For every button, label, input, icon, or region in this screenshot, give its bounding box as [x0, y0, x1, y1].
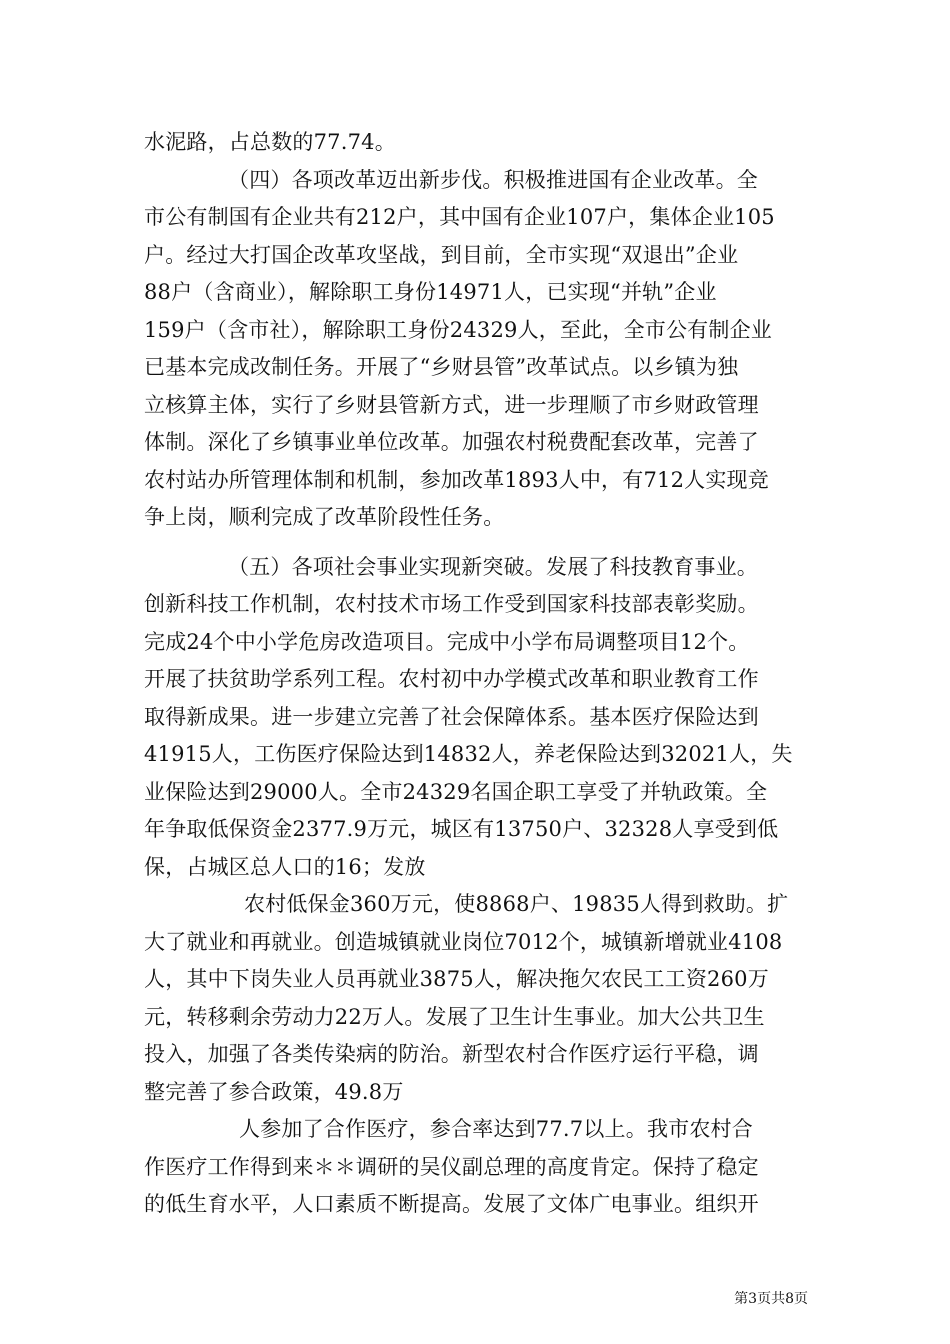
text-line: 取得新成果。进一步建立完善了社会保障体系。基本医疗保险达到: [144, 704, 759, 729]
text-line: 业保险达到29000人。全市24329名国企职工享受了并轨政策。全: [144, 779, 768, 804]
text-line: 争上岗，顺利完成了改革阶段性任务。: [144, 505, 505, 529]
paragraph: [144, 162, 809, 537]
text-line: （四）各项改革迈出新步伐。积极推进国有企业改革。全: [228, 167, 758, 192]
text-line: 作医疗工作得到来＊＊调研的吴仪副总理的高度肯定。保持了稳定: [144, 1154, 759, 1179]
text-line: 户。经过大打国企改革攻坚战，到目前，全市实现“双退出”企业: [144, 242, 739, 267]
paragraph: [144, 549, 809, 887]
text-line: 大了就业和再就业。创造城镇就业岗位7012个，城镇新增就业4108: [144, 929, 783, 954]
text-line: 创新科技工作机制，农村技术市场工作受到国家科技部表彰奖励。: [144, 592, 759, 616]
text-line: 41915人，工伤医疗保险达到14832人，养老保险达到32021人，失: [144, 742, 793, 766]
text-line: 人参加了合作医疗，参合率达到77.7以上。我市农村合: [239, 1117, 753, 1141]
body-text: [144, 124, 809, 1224]
text-line: 整完善了参合政策，49.8万: [144, 1079, 404, 1104]
text-line: 88户（含商业），解除职工身份14971人，已实现“并轨”企业: [144, 280, 717, 304]
text-line: 开展了扶贫助学系列工程。农村初中办学模式改革和职业教育工作: [144, 667, 759, 691]
text-line: 体制。深化了乡镇事业单位改革。加强农村税费配套改革，完善了: [144, 430, 759, 454]
text-line: 已基本完成改制任务。开展了“乡财县管”改革试点。以乡镇为独: [144, 355, 739, 379]
text-line: 立核算主体，实行了乡财县管新方式，进一步理顺了市乡财政管理: [144, 392, 759, 417]
text-line: 水泥路，占总数的77.74。: [144, 130, 396, 154]
text-line: 农村站办所管理体制和机制，参加改革1893人中，有712人实现竞: [144, 467, 769, 492]
paragraph: [144, 886, 809, 1111]
text-line: （五）各项社会事业实现新突破。发展了科技教育事业。: [228, 554, 758, 579]
text-line: 完成24个中小学危房改造项目。完成中小学布局调整项目12个。: [144, 629, 750, 654]
page-number: 第3页共8页: [734, 1291, 808, 1307]
paragraph: [144, 1111, 809, 1224]
text-line: 年争取低保资金2377.9万元，城区有13750户、32328人享受到低: [144, 817, 779, 841]
text-line: 保，占城区总人口的16；发放: [144, 854, 426, 879]
text-line: 的低生育水平，人口素质不断提高。发展了文体广电事业。组织开: [144, 1192, 759, 1216]
text-line: 农村低保金360万元，使8868户、19835人得到救助。扩: [244, 892, 789, 916]
text-line: 投入，加强了各类传染病的防治。新型农村合作医疗运行平稳，调: [144, 1042, 759, 1066]
text-line: 市公有制国有企业共有212户，其中国有企业107户，集体企业105: [144, 205, 775, 229]
paragraph: [144, 124, 809, 162]
text-line: 159户（含市社），解除职工身份24329人，至此，全市公有制企业: [144, 317, 772, 342]
text-line: 元，转移剩余劳动力22万人。发展了卫生计生事业。加大公共卫生: [144, 1004, 765, 1029]
text-line: 人，其中下岗失业人员再就业3875人，解决拖欠农民工工资260万: [144, 967, 769, 991]
